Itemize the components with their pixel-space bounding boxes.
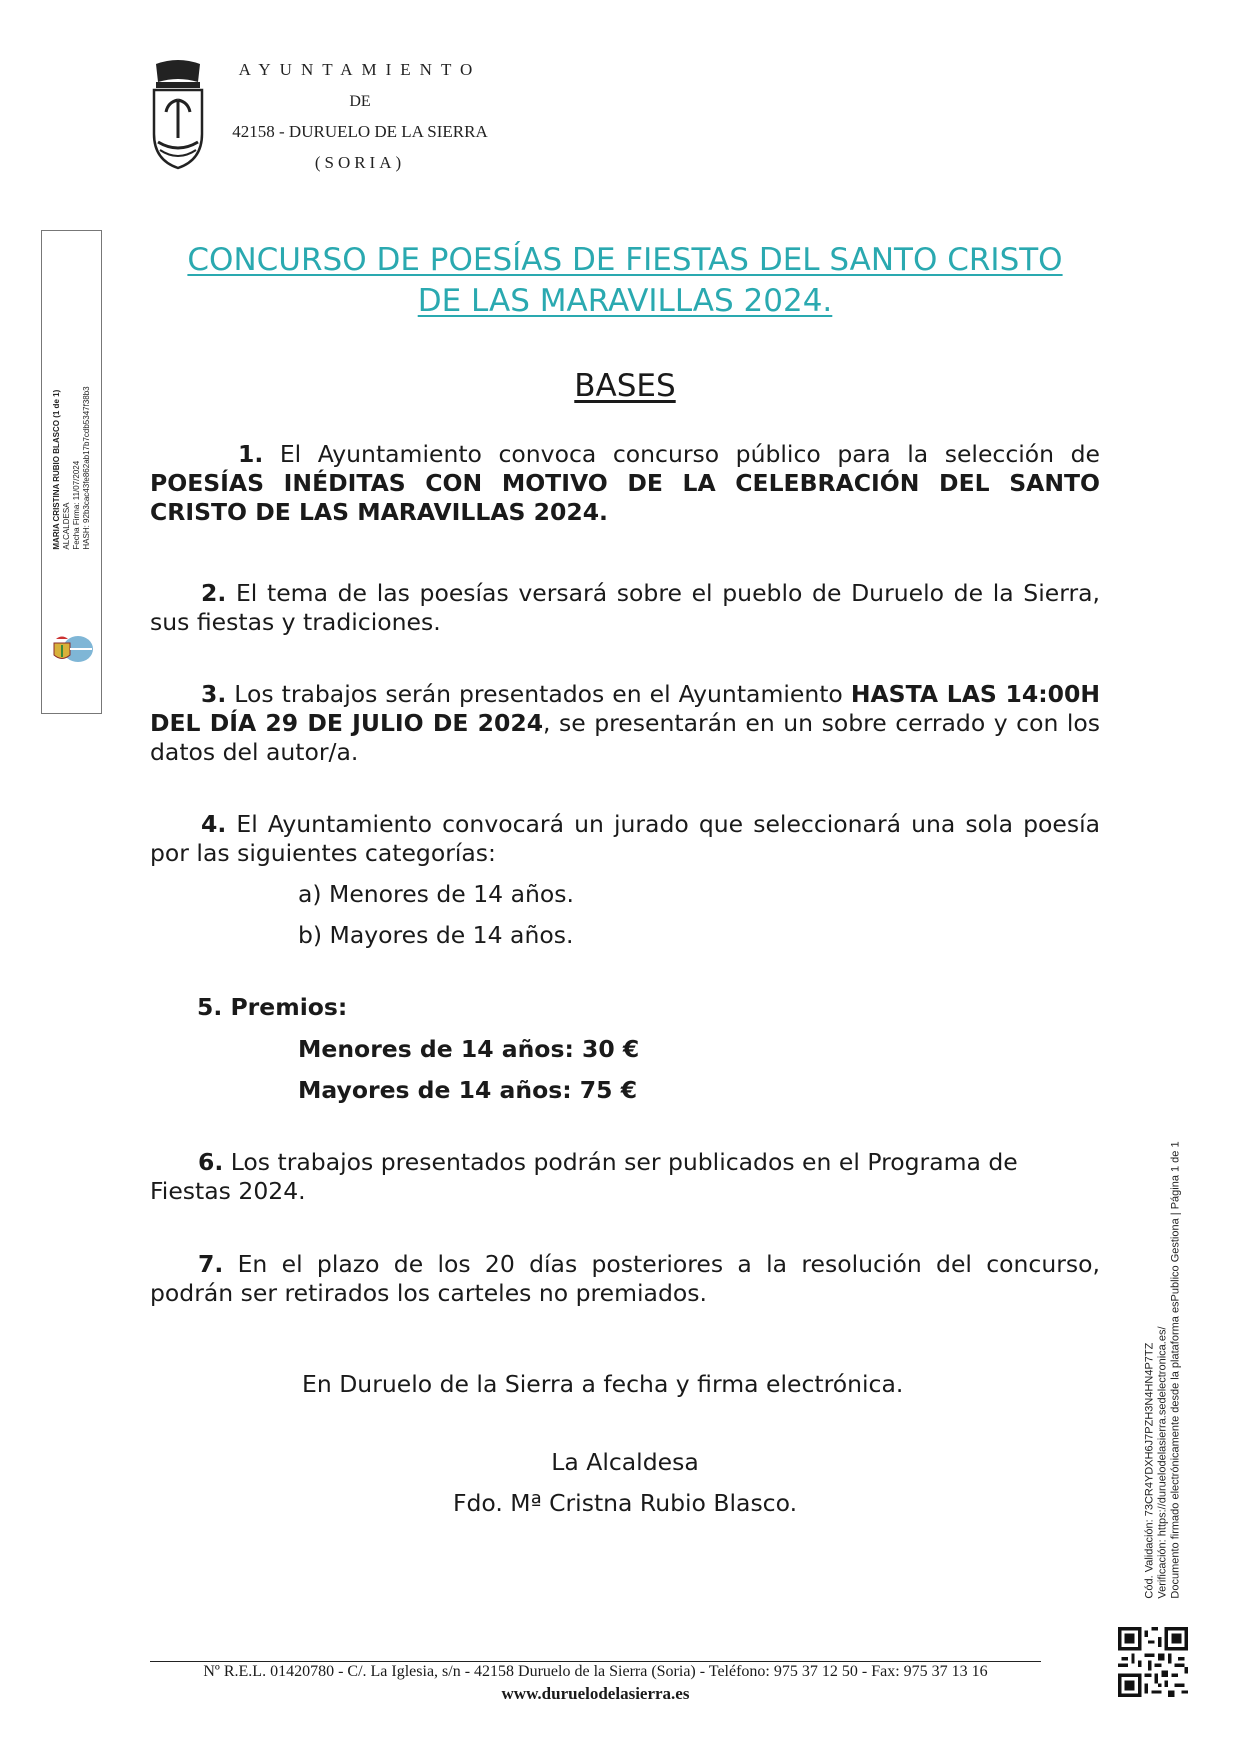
signature-stamp-text bbox=[52, 386, 92, 549]
document-title bbox=[150, 240, 1100, 322]
bases-heading: BASES bbox=[574, 368, 676, 404]
stamp-hash: HASH: 92b3cac43fe862ab17b7cdb5347f38b3 bbox=[82, 386, 91, 550]
clause-1-bold: POESÍAS INÉDITAS CON MOTIVO DE LA CELEBRACIÓN DEL SANTO CRISTO DE LAS MARAVILLAS 2024. bbox=[150, 469, 1100, 526]
footer-website: www.duruelodelasierra.es bbox=[501, 1684, 690, 1703]
clause-6-number: 6. bbox=[198, 1148, 224, 1176]
clause-1 bbox=[150, 440, 1100, 527]
clause-2-number: 2. bbox=[201, 579, 227, 607]
clause-4 bbox=[150, 810, 1100, 868]
clause-4-text: El Ayuntamiento convocará un jurado que seleccionará una sola poesía por las siguientes categorías: bbox=[150, 810, 1100, 867]
verification-text bbox=[1144, 1141, 1183, 1598]
category-b: b) Mayores de 14 años. bbox=[298, 921, 574, 949]
signer-name: Fdo. Mª Cristna Rubio Blasco. bbox=[452, 1489, 798, 1517]
verification-url: Verificación: https://duruelodelasierra.sedelectronica.es/ bbox=[1156, 1326, 1169, 1599]
clause-3-text-b: , se presentarán en un sobre cerrado y con los datos del autor/a. bbox=[150, 709, 1100, 766]
stamp-role: ALCALDESA bbox=[62, 502, 71, 550]
clause-3-number: 3. bbox=[201, 680, 227, 708]
clause-4-number: 4. bbox=[201, 810, 227, 838]
qr-code-icon bbox=[1118, 1627, 1188, 1697]
clause-7-number: 7. bbox=[198, 1250, 224, 1278]
letterhead-line4: (SORIA) bbox=[314, 153, 406, 172]
stamp-date: Fecha Firma: 11/07/2024 bbox=[72, 460, 81, 550]
clause-2 bbox=[150, 579, 1100, 637]
clause-7 bbox=[150, 1250, 1100, 1308]
letterhead-line2: DE bbox=[349, 93, 371, 110]
municipal-crest-small-icon bbox=[50, 629, 94, 667]
signer-role: La Alcaldesa bbox=[551, 1448, 699, 1476]
closing-line: En Duruelo de la Sierra a fecha y firma electrónica. bbox=[302, 1370, 904, 1398]
footer-divider bbox=[150, 1661, 1041, 1662]
clause-2-text: El tema de las poesías versará sobre el pueblo de Duruelo de la Sierra, sus fiestas y tradiciones. bbox=[150, 579, 1100, 636]
clause-6-text: Los trabajos presentados podrán ser publicados en el Programa de Fiestas 2024. bbox=[150, 1148, 1018, 1205]
stamp-signer: MARIA CRISTINA RUBIO BLASCO (1 de 1) bbox=[52, 389, 61, 550]
footer-address: Nº R.E.L. 01420780 - C/. La Iglesia, s/n - 42158 Duruelo de la Sierra (Soria) - Teléfono: 975 37 12 50 - Fax: 975 37 13 16 bbox=[203, 1663, 988, 1680]
prize-minors: Menores de 14 años: 30 € bbox=[298, 1035, 640, 1063]
prize-adults: Mayores de 14 años: 75 € bbox=[298, 1076, 638, 1104]
clause-7-text: En el plazo de los 20 días posteriores a la resolución del concurso, podrán ser retirados los carteles no premiados. bbox=[150, 1250, 1100, 1307]
municipal-crest-icon bbox=[148, 60, 208, 170]
letterhead-line1: AYUNTAMIENTO bbox=[238, 60, 482, 79]
clause-1-number: 1. bbox=[238, 440, 264, 468]
clause-6 bbox=[150, 1148, 1080, 1206]
verification-code: Cód. Validación: 73CR4YDXH6J7PZH3N4HN4P7TZ bbox=[1143, 1342, 1156, 1599]
clause-3-deadline: HASTA LAS 14:00H DEL DÍA 29 DE JULIO DE 2024 bbox=[150, 680, 1100, 737]
clause-1-text: El Ayuntamiento convoca concurso público para la selección de bbox=[263, 440, 1100, 468]
clause-5-heading: 5. Premios: bbox=[197, 993, 348, 1021]
signature-stamp bbox=[41, 230, 102, 714]
title-line-1: CONCURSO DE POESÍAS DE FIESTAS DEL SANTO CRISTO bbox=[187, 242, 1063, 278]
clause-3-text-a: Los trabajos serán presentados en el Ayuntamiento bbox=[226, 680, 851, 708]
verification-note: Documento firmado electrónicamente desde la plataforma esPublico Gestiona | Página 1 de 1 bbox=[1169, 1141, 1182, 1599]
category-a: a) Menores de 14 años. bbox=[298, 880, 574, 908]
title-line-2: DE LAS MARAVILLAS 2024. bbox=[417, 283, 833, 319]
letterhead-line3: 42158 - DURUELO DE LA SIERRA bbox=[232, 122, 488, 141]
clause-3 bbox=[150, 680, 1100, 767]
